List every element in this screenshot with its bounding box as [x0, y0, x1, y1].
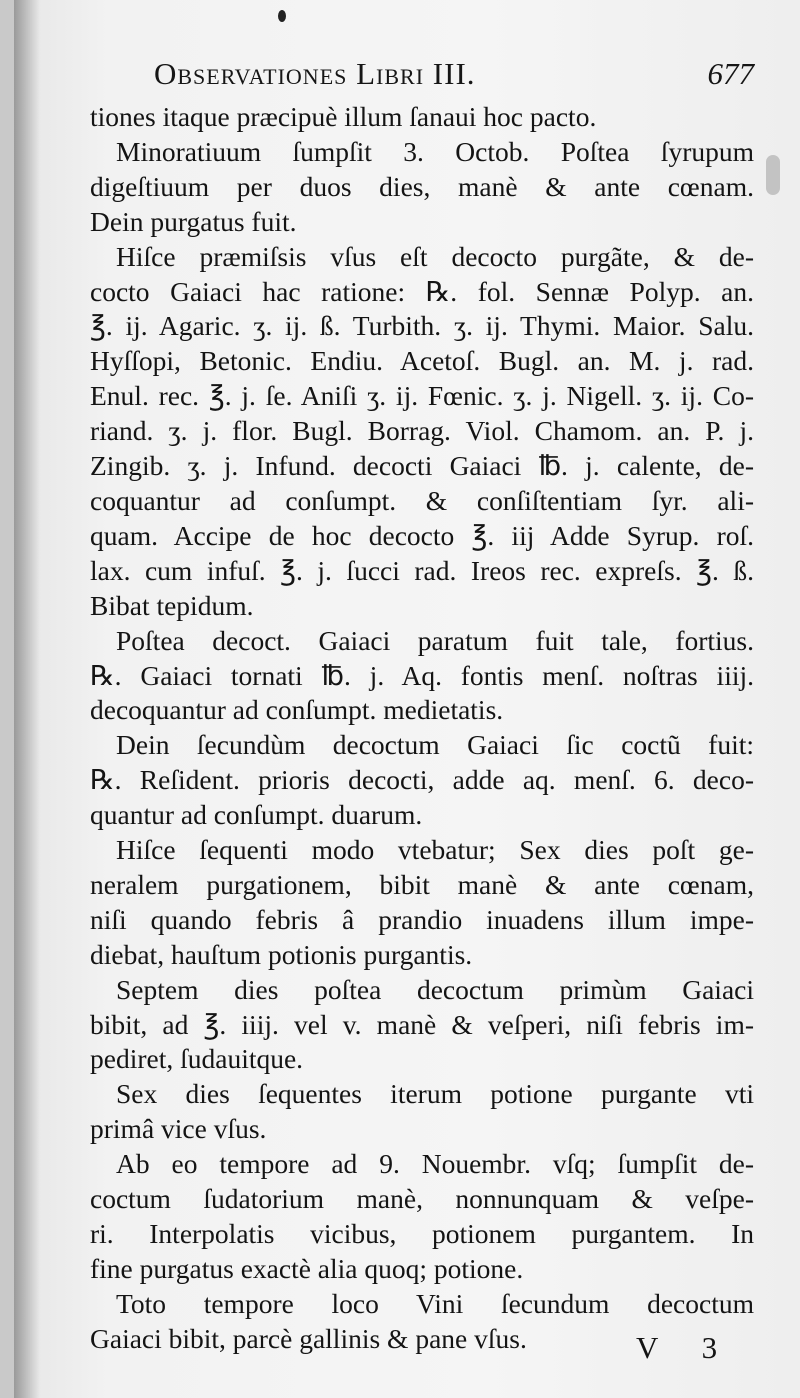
text-line: Poſtea decoct. Gaiaci paratum fuit tale, fortius.	[116, 624, 754, 656]
text-line: neralem purgationem, bibit manè & ante cœnam,	[90, 868, 754, 900]
text-line: tiones itaque præcipuè illum ſanaui hoc pacto.	[90, 101, 597, 132]
ink-blot	[766, 155, 780, 195]
text-line: quam. Accipe de hoc decocto ℥. iij Adde Syrup. roſ.	[90, 519, 754, 551]
text-line: diebat, hauſtum potionis purgantis.	[90, 938, 473, 970]
text-line: digeſtiuum per duos dies, manè & ante cœnam.	[90, 170, 754, 202]
running-title: Observationes Libri III.	[154, 56, 476, 91]
text-line: Dein ſecundùm decoctum Gaiaci ſic coctũ fuit:	[116, 729, 754, 761]
text-line: fine purgatus exactè alia quoq; potione.	[90, 1252, 524, 1284]
text-line: quantur ad conſumpt. duarum.	[90, 799, 423, 831]
text-line: Septem dies poſtea decoctum primùm Gaiaci	[116, 973, 754, 1005]
text-line: niſi quando febris â prandio inuadens illum impe-	[90, 903, 754, 935]
text-line: decoquantur ad conſumpt. medietatis.	[90, 694, 504, 726]
text-line: Toto tempore loco Vini ſecundum decoctum	[116, 1287, 754, 1319]
text-line: lax. cum infuſ. ℥. j. ſucci rad. Ireos rec. expreſs. ℥. ß.	[90, 554, 754, 586]
text-line: Bibat tepidum.	[90, 589, 254, 621]
text-line: ri. Interpolatis vicibus, potionem purgantem. In	[90, 1218, 754, 1249]
text-line: Hiſce præmiſsis vſus eſt decocto purgãte, & de-	[116, 240, 754, 272]
page-number: 677	[707, 56, 754, 91]
page-header	[154, 48, 754, 96]
gutter-shadow	[14, 0, 40, 1398]
ink-speck	[278, 10, 286, 22]
text-line: coquantur ad conſumpt. & conſiſtentiam ſyr. ali-	[90, 484, 754, 516]
text-line: Sex dies ſequentes iterum potione purgante vti	[116, 1078, 754, 1110]
text-line: Minoratiuum ſumpſit 3. Octob. Poſtea ſyrupum	[116, 135, 754, 167]
text-line: ℥. ij. Agaric. ʒ. ij. ß. Turbith. ʒ. ij. Thymi. Maior. Salu.	[90, 310, 754, 342]
body-text	[90, 100, 754, 1357]
text-line: coctum ſudatorium manè, nonnunquam & veſpe-	[90, 1183, 754, 1215]
text-line: Ab eo tempore ad 9. Nouembr. vſq; ſumpſit de-	[116, 1148, 754, 1180]
book-page	[14, 0, 800, 1398]
text-line: ℞. Gaiaci tornati ℔. j. Aq. fontis menſ. noſtras iiij.	[90, 659, 754, 691]
text-line: riand. ʒ. j. flor. Bugl. Borrag. Viol. Chamom. an. P. j.	[90, 415, 754, 447]
text-line: ℞. Reſident. prioris decocti, adde aq. menſ. 6. deco-	[90, 764, 754, 796]
text-line: bibit, ad ℥. iiij. vel v. manè & veſperi, niſi febris im-	[90, 1008, 754, 1040]
signature-mark: V 3	[636, 1330, 736, 1365]
text-line: Dein purgatus fuit.	[90, 205, 297, 237]
text-line: pediret, ſudauitque.	[90, 1043, 304, 1075]
text-line: cocto Gaiaci hac ratione: ℞. fol. Sennæ Polyp. an.	[90, 275, 754, 307]
text-line: Hiſce ſequenti modo vtebatur; Sex dies poſt ge-	[116, 834, 754, 866]
text-line: Zingib. ʒ. j. Infund. decocti Gaiaci ℔. j. calente, de-	[90, 450, 754, 482]
text-line: Gaiaci bibit, parcè gallinis & pane vſus.	[90, 1322, 527, 1354]
text-line: Enul. rec. ℥. j. ſe. Aniſi ʒ. ij. Fœnic. ʒ. j. Nigell. ʒ. ij. Co-	[90, 380, 754, 412]
text-line: primâ vice vſus.	[90, 1113, 267, 1145]
text-line: Hyſſopi, Betonic. Endiu. Acetoſ. Bugl. an. M. j. rad.	[90, 345, 754, 377]
